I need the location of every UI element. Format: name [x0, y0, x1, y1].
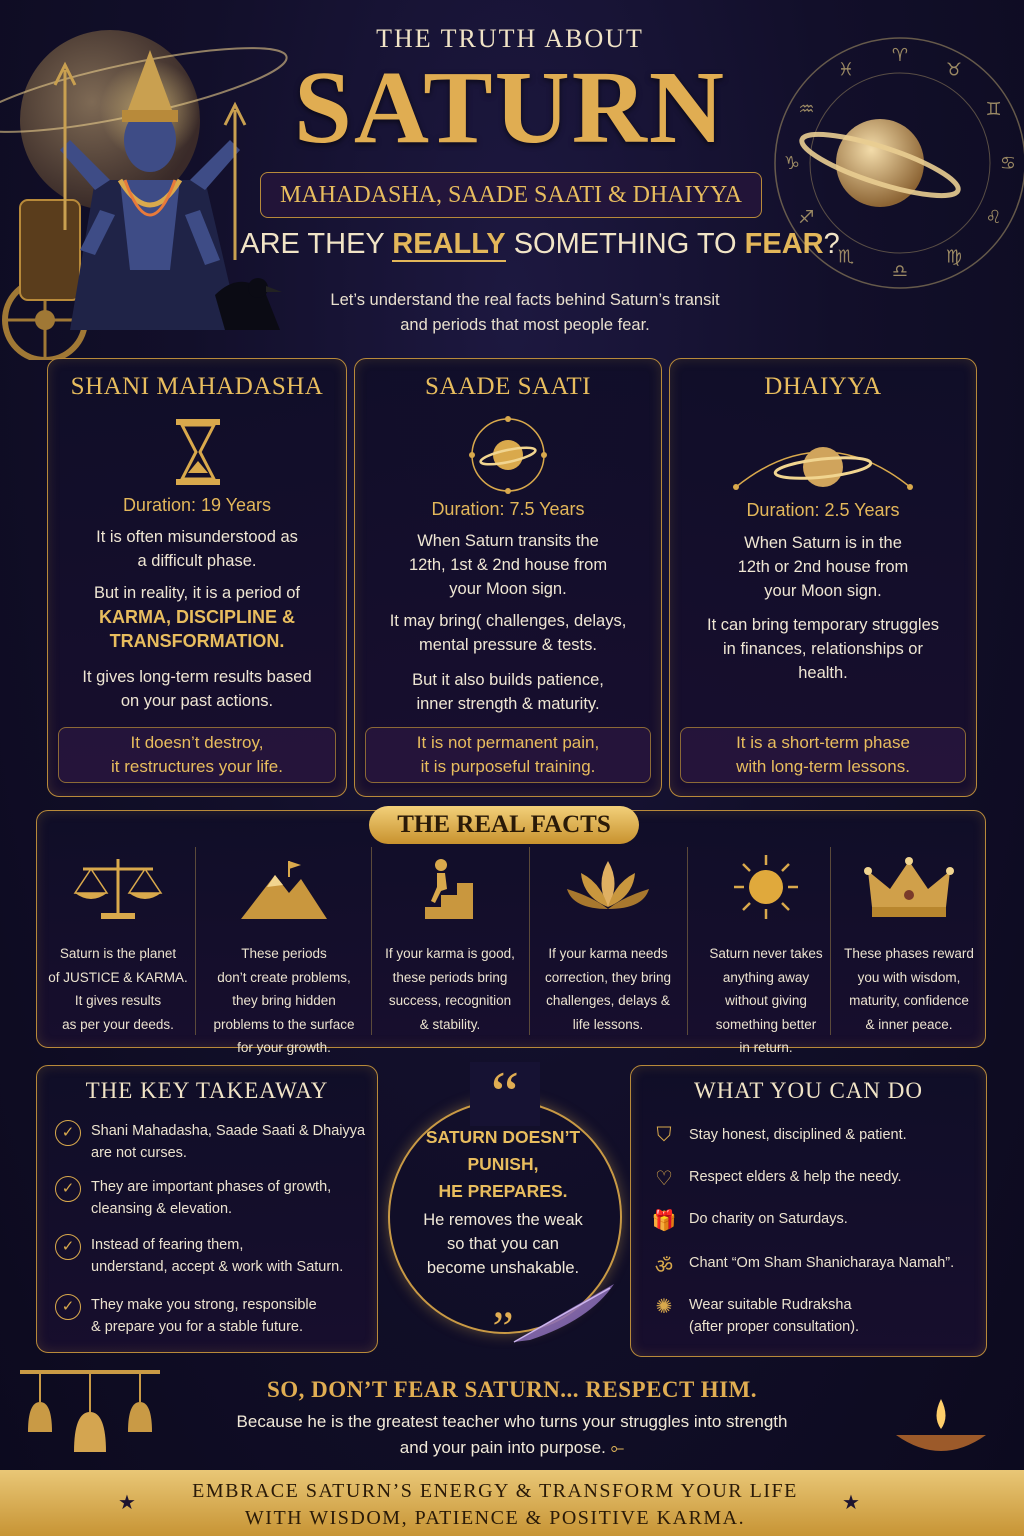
card-footer: It is a short-term phase with long-term lessons.: [680, 727, 966, 783]
check-icon: ✓: [55, 1294, 81, 1320]
zodiac-sign-icon: ♋: [999, 153, 1017, 174]
zodiac-wheel-illustration: [770, 28, 1024, 328]
card-text-1: When Saturn is in the 12th or 2nd house from your Moon sign.: [737, 534, 909, 600]
card-text-3: It gives long-term results based on your past actions.: [82, 668, 312, 710]
om-icon: ॐ: [654, 1256, 674, 1278]
saturn-orbit-icon: [458, 415, 558, 495]
lotus-icon: [563, 853, 653, 923]
card-saade-saati: [354, 358, 662, 797]
takeaway-item: ✓ They are important phases of growth, cleansing & elevation.: [55, 1176, 367, 1220]
divider: [371, 847, 372, 1035]
todo-item: ⛉ Stay honest, disciplined & patient.: [649, 1124, 976, 1147]
gift-icon: 🎁: [651, 1210, 677, 1232]
quote-body: He removes the weak so that you can become unshakable.: [423, 1211, 583, 1277]
banner-text: EMBRACE SATURN’S ENERGY & TRANSFORM YOUR LIFE WITH WISDOM, PATIENCE & POSITIVE KARMA.: [192, 1480, 798, 1529]
todo-item: ♡ Respect elders & help the needy.: [649, 1166, 976, 1191]
mountain-icon: [239, 853, 329, 923]
header-kicker: THE TRUTH ABOUT: [376, 24, 644, 53]
fact-item: These phases reward you with wisdom, maturity, confidence & inner peace.: [834, 853, 984, 1036]
zodiac-sign-icon: ♏: [837, 246, 855, 268]
card-text-1: When Saturn transits the 12th, 1st & 2nd house from your Moon sign.: [408, 532, 608, 598]
card-duration: Duration: 19 Years: [122, 495, 272, 515]
arrow-icon: ⟜: [610, 1438, 625, 1457]
key-takeaway-panel: [36, 1065, 378, 1353]
divider: [687, 847, 688, 1035]
closing-headline: SO, DON’T FEAR SATURN... RESPECT HIM.: [266, 1377, 758, 1402]
takeaway-item: ✓ They make you strong, responsible & prepare you for a stable future.: [55, 1294, 367, 1338]
zodiac-sign-icon: ♈: [891, 45, 909, 66]
card-text-2: It may bring( challenges, delays, mental pressure & tests.: [389, 612, 627, 654]
todo-item: 🎁 Do charity on Saturdays.: [649, 1208, 976, 1233]
quote-headline: SATURN DOESN’T PUNISH, HE PREPARES.: [425, 1127, 581, 1201]
fact-item: Saturn is the planet of JUSTICE & KARMA. It gives results as per your deeds.: [43, 853, 193, 1036]
card-text-2: But in reality, it is a period of KARMA, DISCIPLINE & TRANSFORMATION.: [93, 584, 301, 651]
star-icon: ★: [118, 1492, 136, 1514]
card-text-2: It can bring temporary struggles in finances, relationships or health.: [706, 616, 940, 682]
divider: [529, 847, 530, 1035]
card-footer: It doesn’t destroy, it restructures your life.: [58, 727, 336, 783]
fact-item: If your karma is good, these periods bring success, recognition & stability.: [375, 853, 525, 1036]
header-question: ARE THEY REALLY SOMETHING TO FEAR?: [240, 228, 840, 260]
saturn-arc-icon: [728, 427, 918, 497]
real-facts-title: THE REAL FACTS: [369, 806, 639, 844]
open-quote-icon: “: [470, 1062, 540, 1126]
closing-text: Because he is the greatest teacher who turns your struggles into strength and your pain into purpose. ⟜: [236, 1412, 788, 1457]
zodiac-sign-icon: ♒: [798, 99, 815, 120]
zodiac-sign-icon: ♍: [945, 246, 963, 268]
fact-item: Saturn never takes anything away without giving something better in return.: [691, 853, 841, 1060]
card-title: SAADE SAATI: [425, 373, 591, 400]
takeaway-item: ✓ Instead of fearing them, understand, accept & work with Saturn.: [55, 1234, 367, 1278]
card-duration: Duration: 7.5 Years: [431, 499, 585, 519]
card-footer: It is not permanent pain, it is purposeful training.: [365, 727, 651, 783]
feather-icon: [510, 1280, 620, 1350]
fact-item: If your karma needs correction, they bring challenges, delays & life lessons.: [533, 853, 683, 1036]
divider: [195, 847, 196, 1035]
card-dhaiyya: [669, 358, 977, 797]
crown-icon: [864, 853, 954, 923]
card-title: SHANI MAHADASHA: [70, 373, 324, 400]
star-icon: ★: [842, 1492, 860, 1514]
shield-check-icon: ⛉: [656, 1124, 672, 1146]
close-quote-icon: ”: [492, 1302, 514, 1355]
climbing-stairs-icon: [405, 853, 495, 923]
key-takeaway-title: THE KEY TAKEAWAY: [85, 1078, 329, 1103]
todo-item: ✺ Wear suitable Rudraksha (after proper consultation).: [649, 1294, 976, 1338]
card-text-1: It is often misunderstood as a difficult phase.: [96, 528, 298, 570]
card-text-3: But it also builds patience, inner strength & maturity.: [412, 671, 604, 713]
todo-item: ॐ Chant “Om Sham Shanicharaya Namah”.: [649, 1252, 976, 1279]
heart-hand-icon: ♡: [655, 1168, 673, 1190]
zodiac-sign-icon: ♑: [783, 153, 801, 174]
sun-icon: [721, 853, 811, 923]
real-facts-section: [36, 810, 986, 1055]
hourglass-icon: [174, 417, 222, 487]
scales-icon: [73, 853, 163, 923]
diya-lamp-icon: [886, 1395, 996, 1465]
what-you-can-do-title: WHAT YOU CAN DO: [693, 1078, 924, 1103]
zodiac-sign-icon: ♌: [985, 207, 1002, 228]
zodiac-sign-icon: ♓: [837, 59, 855, 81]
fact-item: These periods don’t create problems, they bring hidden problems to the surface for your growth.: [209, 853, 359, 1060]
zodiac-sign-icon: ♉: [945, 59, 963, 81]
zodiac-sign-icon: ♐: [798, 207, 815, 228]
check-icon: ✓: [55, 1234, 81, 1260]
takeaway-item: ✓ Shani Mahadasha, Saade Saati & Dhaiyya are not curses.: [55, 1120, 367, 1164]
zodiac-sign-icon: ♊: [985, 99, 1002, 120]
footer-banner: [0, 1470, 1024, 1536]
card-shani-mahadasha: [47, 358, 347, 797]
rudraksha-icon: ✺: [655, 1296, 673, 1318]
header-title: SATURN: [294, 50, 726, 165]
header-subtitle: MAHADASHA, SAADE SAATI & DHAIYYA: [260, 172, 762, 218]
card-title: DHAIYYA: [764, 373, 882, 400]
what-you-can-do-panel: [630, 1065, 987, 1357]
zodiac-sign-icon: ♎: [891, 261, 909, 282]
check-icon: ✓: [55, 1176, 81, 1202]
card-duration: Duration: 2.5 Years: [746, 500, 900, 520]
header-intro: Let’s understand the real facts behind Saturn’s transit and periods that most people fear.: [330, 291, 720, 334]
check-icon: ✓: [55, 1120, 81, 1146]
